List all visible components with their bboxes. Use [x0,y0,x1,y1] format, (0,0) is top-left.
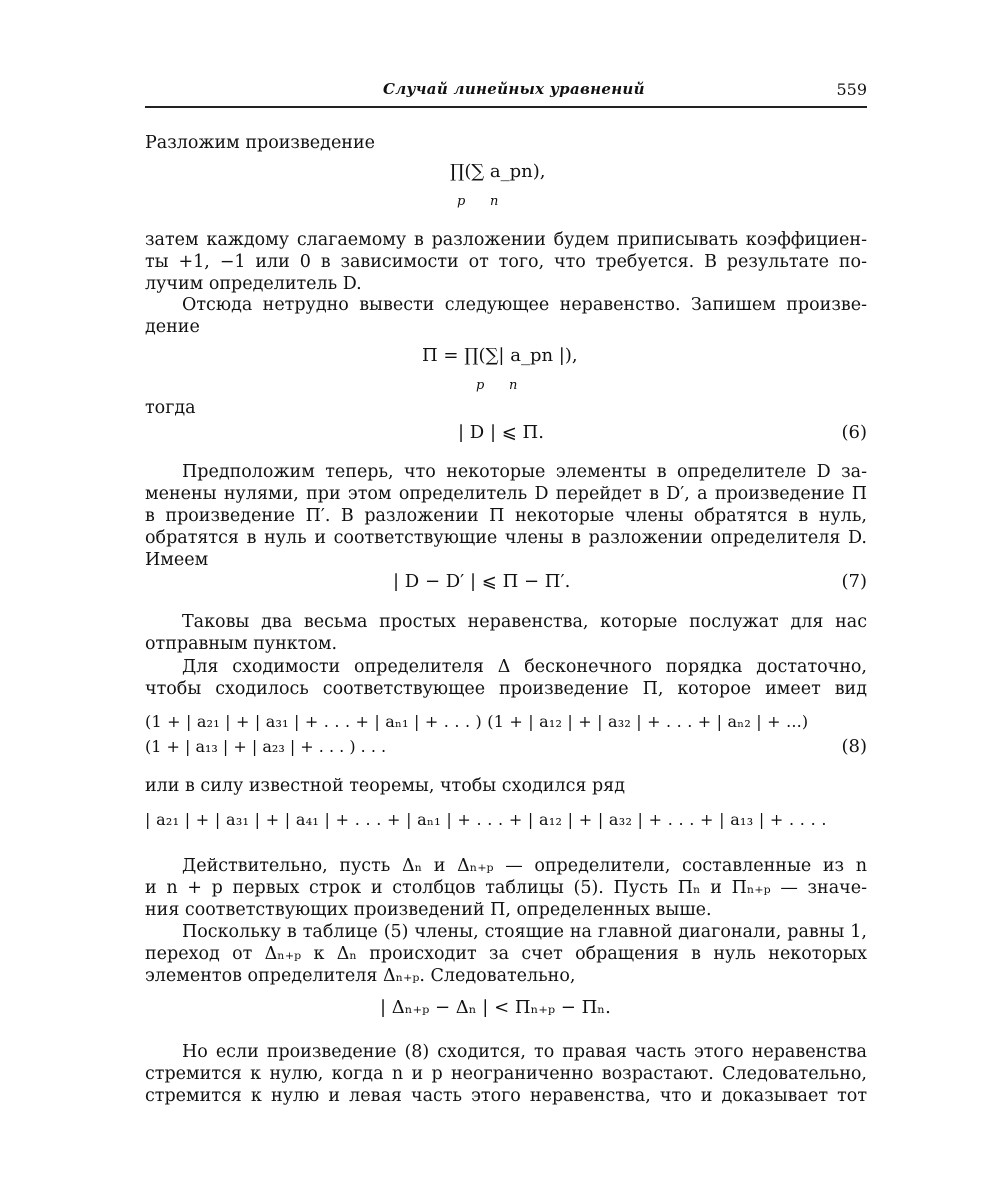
equation-index-n: n [509,378,518,393]
paragraph-line: стремится к нулю и левая часть этого неравенства, что и доказывает тот [145,1086,867,1106]
paragraph-line: дение [145,317,200,337]
paragraph-line: лучим определитель D. [145,274,362,294]
page-number: 559 [836,80,867,99]
equation-index-p: p [476,378,485,393]
equation-series: | a₂₁ | + | a₃₁ | + | a₄₁ | + . . . + | aₙ₁ | + . . . + | a₁₂ | + | a₃₂ | + . . . + | a₁₃ | + . . . . [145,810,827,829]
equation-product-sum: ∏(∑ a_pn), [450,161,546,182]
paragraph-line: стремится к нулю, когда n и p неограниченно возрастают. Следовательно, [145,1064,867,1084]
paragraph-line: Предположим теперь, что некоторые элементы в определителе D за- [182,462,867,482]
equation-number-7: (7) [841,571,867,592]
paragraph-line: отправным пунктом. [145,634,338,654]
paragraph-line: чтобы сходилось соответствующее произведение П, которое имеет вид [145,679,867,699]
paragraph-line: тогда [145,398,196,418]
running-title: Случай линейных уравнений [383,80,645,98]
paragraph-line: Таковы два весьма простых неравенства, которые послужат для нас [182,612,867,632]
header-rule [145,106,867,108]
equation-delta: | Δₙ₊ₚ − Δₙ | < Пₙ₊ₚ − Пₙ. [380,997,611,1018]
paragraph-line: или в силу известной теоремы, чтобы сходился ряд [145,776,625,796]
paragraph-line: обратятся в нуль и соответствующие члены в разложении определителя D. [145,528,867,548]
paragraph-line: Для сходимости определителя Δ бесконечного порядка достаточно, [182,657,867,677]
equation-number-6: (6) [841,422,867,443]
paragraph-line: Разложим произведение [145,133,375,153]
equation-index-p: p [457,194,466,209]
paragraph-line: Но если произведение (8) сходится, то правая часть этого неравенства [182,1042,867,1062]
equation-product-abs: П = ∏(∑| a_pn |), [422,345,578,366]
paragraph-line: затем каждому слагаемому в разложении будем приписывать коэффициен- [145,230,867,250]
paragraph-line: Поскольку в таблице (5) члены, стоящие на главной диагонали, равны 1, [182,922,867,942]
paragraph-line: Отсюда нетрудно вывести следующее неравенство. Запишем произве- [182,295,867,315]
paragraph-line: переход от Δₙ₊ₚ к Δₙ происходит за счет обращения в нуль некоторых [145,944,867,964]
equation-6: | D | ⩽ П. [458,422,544,443]
paragraph-line: Действительно, пусть Δₙ и Δₙ₊ₚ — определители, составленные из n [182,856,867,876]
paragraph-line: элементов определителя Δₙ₊ₚ. Следовательно, [145,966,576,986]
equation-8-line-2: (1 + | a₁₃ | + | a₂₃ | + . . . ) . . . [145,737,387,756]
paragraph-line: и n + p первых строк и столбцов таблицы (5). Пусть Пₙ и Пₙ₊ₚ — значе- [145,878,867,898]
paragraph-line: менены нулями, при этом определитель D перейдет в D′, а произведение П [145,484,867,504]
page-header [145,80,867,106]
paragraph-line: в произведение П′. В разложении П некоторые члены обратятся в нуль, [145,506,867,526]
paragraph-line: Имеем [145,550,209,570]
paragraph-line: ния соответствующих произведений П, определенных выше. [145,900,712,920]
equation-number-8: (8) [841,736,867,757]
equation-index-n: n [490,194,499,209]
paragraph-line: ты +1, −1 или 0 в зависимости от того, что требуется. В результате по- [145,252,867,272]
equation-7: | D − D′ | ⩽ П − П′. [393,571,571,592]
equation-8-line-1: (1 + | a₂₁ | + | a₃₁ | + . . . + | aₙ₁ | + . . . ) (1 + | a₁₂ | + | a₃₂ | + . . . + | aₙ₂ | + ...) [145,712,809,731]
